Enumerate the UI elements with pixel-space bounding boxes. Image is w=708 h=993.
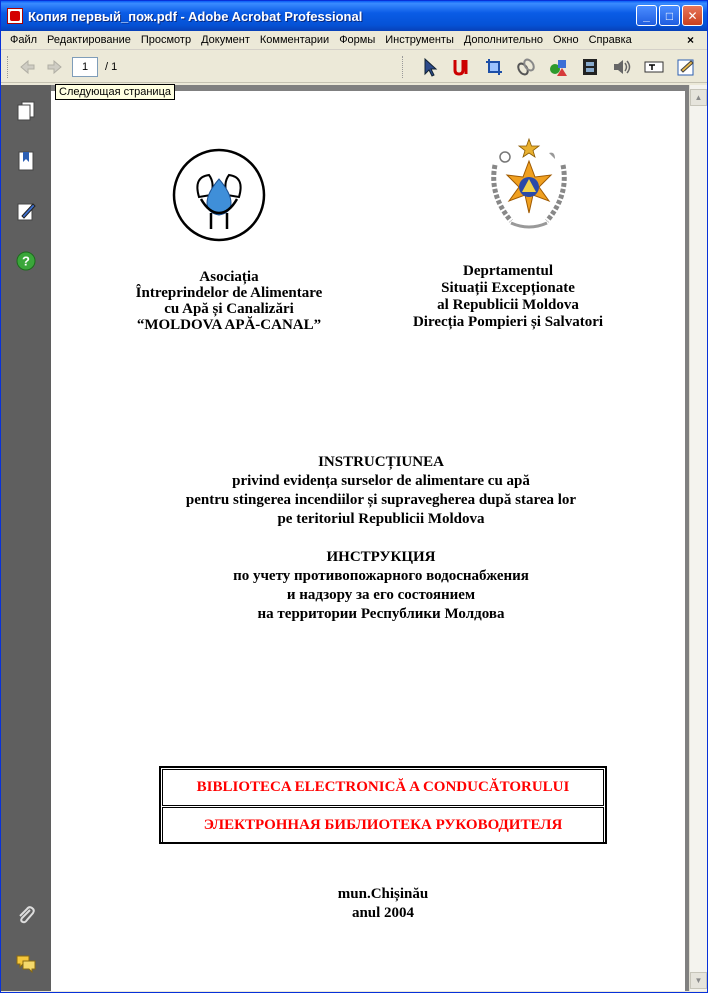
text-touchup-icon[interactable]	[449, 55, 475, 79]
menu-window[interactable]: Окно	[553, 34, 579, 46]
minimize-button[interactable]: _	[636, 5, 657, 26]
text-field-icon[interactable]	[641, 55, 667, 79]
city-label: mun.Chișinău	[337, 886, 429, 902]
sound-icon[interactable]	[609, 55, 635, 79]
scroll-down-button[interactable]: ▼	[690, 972, 707, 989]
close-button[interactable]: ✕	[682, 5, 703, 26]
3d-object-icon[interactable]	[545, 55, 571, 79]
menu-bar	[1, 31, 707, 50]
year-label: anul 2004	[351, 905, 415, 921]
org-right-heading	[373, 263, 643, 331]
org-left-line: “MOLDOVA APĂ-CANAL”	[136, 317, 322, 333]
maximize-button[interactable]: □	[659, 5, 680, 26]
tools-group	[396, 55, 699, 79]
instruction-ro-title: INSTRUCȚIUNEA	[318, 454, 444, 470]
menu-edit[interactable]: Редактирование	[47, 34, 131, 46]
menu-file[interactable]: Файл	[10, 34, 38, 46]
page-number-input[interactable]: 1	[72, 57, 98, 77]
place-and-year	[251, 885, 515, 923]
window-title: Копия первый_пож.pdf - Adobe Acrobat Professional	[28, 8, 363, 24]
navigation-toolbar	[1, 51, 707, 83]
document-close-icon[interactable]: ×	[686, 33, 694, 47]
pages-panel-icon[interactable]	[14, 99, 38, 123]
library-label-ru: ЭЛЕКТРОННАЯ БИБЛИОТЕКА РУКОВОДИТЕЛЯ	[162, 807, 604, 844]
vertical-scrollbar[interactable]	[689, 85, 707, 991]
instruction-title-block	[131, 453, 631, 624]
tooltip-next-page: Следующая страница	[55, 84, 175, 100]
scroll-up-button[interactable]: ▲	[690, 89, 707, 106]
library-label-ro: BIBLIOTECA ELECTRONICĂ A CONDUCĂTORULUI	[162, 769, 604, 806]
instruction-ro-line: pe teritoriul Republicii Moldova	[277, 511, 485, 527]
org-left-line: Întreprindelor de Alimentare	[135, 285, 323, 301]
electronic-library-box	[159, 766, 607, 844]
attachments-icon[interactable]	[14, 903, 38, 927]
menu-comments[interactable]: Комментарии	[259, 34, 330, 46]
moldova-apa-canal-logo	[171, 147, 267, 243]
title-bar[interactable]	[1, 1, 707, 31]
org-left-line: cu Apă și Canalizări	[164, 301, 294, 317]
menu-tools[interactable]: Инструменты	[385, 34, 454, 46]
sign-document-icon[interactable]	[673, 55, 699, 79]
org-right-line: Situații Excepționate	[441, 280, 575, 296]
pdf-app-icon	[7, 8, 23, 24]
org-right-line: Direcția Pompieri și Salvatori	[412, 314, 604, 330]
instruction-ru-line: по учету противопожарного водоснабжения	[233, 568, 529, 584]
menu-forms[interactable]: Формы	[339, 34, 376, 46]
previous-page-icon[interactable]	[16, 56, 38, 78]
crop-icon[interactable]	[481, 55, 507, 79]
menu-help[interactable]: Справка	[588, 34, 632, 46]
menu-advanced[interactable]: Дополнительно	[463, 34, 544, 46]
instruction-ru-line: и надзору за его состоянием	[286, 587, 476, 603]
toolbar-grip[interactable]	[7, 56, 10, 78]
org-left-heading	[104, 269, 354, 333]
link-icon[interactable]	[513, 55, 539, 79]
signatures-panel-icon[interactable]	[14, 199, 38, 223]
bookmarks-panel-icon[interactable]	[14, 149, 38, 173]
toolbar-grip-2[interactable]	[402, 56, 405, 78]
help-icon[interactable]	[14, 249, 38, 273]
page-count: / 1	[105, 60, 118, 73]
navigation-panel	[1, 85, 51, 991]
emergency-situations-emblem	[483, 135, 575, 235]
instruction-ro-line: pentru stingerea incendiilor și supravegherea după starea lor	[185, 492, 577, 508]
select-arrow-icon[interactable]	[417, 55, 443, 79]
movie-icon[interactable]	[577, 55, 603, 79]
pdf-page	[51, 91, 685, 991]
next-page-icon[interactable]	[44, 56, 66, 78]
menu-document[interactable]: Документ	[201, 34, 250, 46]
org-left-line: Asociația	[199, 269, 259, 285]
window-controls	[636, 5, 703, 26]
org-right-line: Deprtamentul	[463, 263, 553, 279]
comments-icon[interactable]	[14, 951, 38, 975]
svg-text:?: ?	[22, 253, 30, 269]
menu-view[interactable]: Просмотр	[140, 34, 192, 46]
instruction-ro-line: privind evidența surselor de alimentare cu apă	[232, 473, 530, 489]
org-right-line: al Republicii Moldova	[437, 297, 579, 313]
instruction-ru-line: на территории Республики Молдова	[257, 606, 505, 622]
instruction-ru-title: ИНСТРУКЦИЯ	[326, 549, 436, 565]
